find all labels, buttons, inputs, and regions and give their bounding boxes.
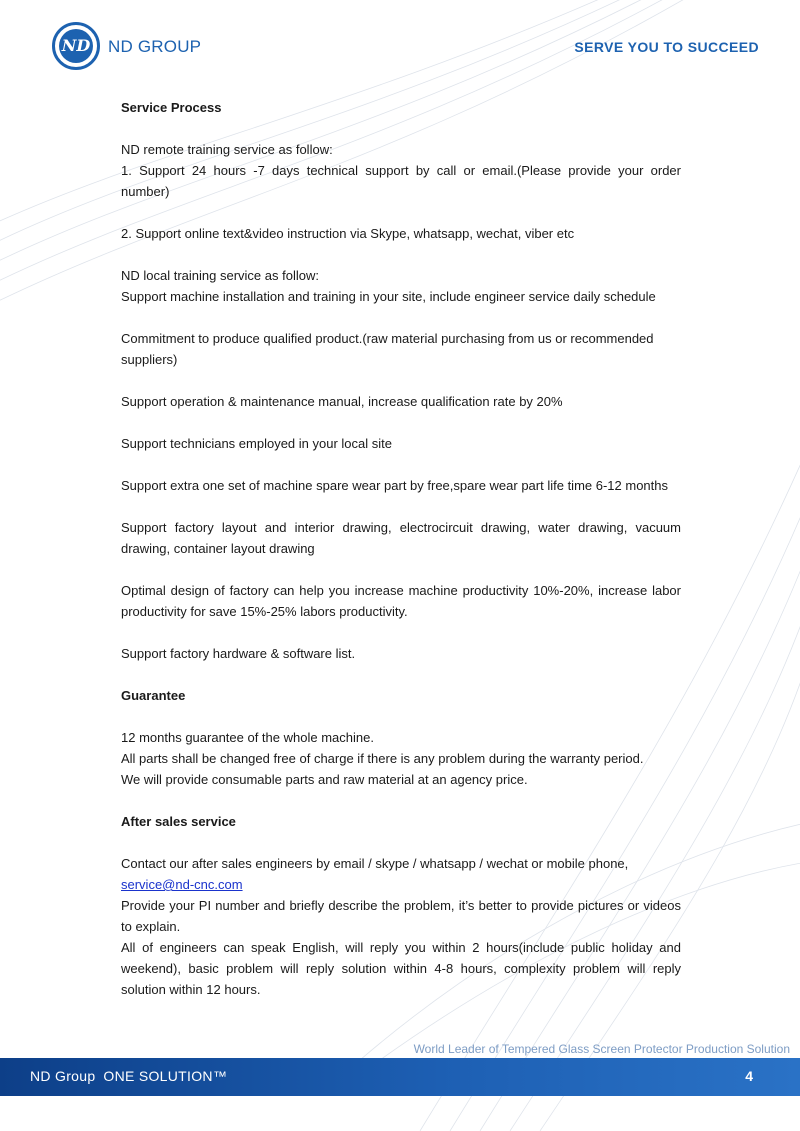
- footer-company: ND Group: [30, 1068, 96, 1084]
- service-process-heading: Service Process: [121, 100, 222, 115]
- after-sales-pi-instruction: Provide your PI number and briefly describe the problem, it’s better to provide pictures or videos to explain.: [121, 898, 681, 934]
- remote-support-item-2: 2. Support online text&video instruction via Skype, whatsapp, wechat, viber etc: [121, 226, 575, 241]
- local-support-item-6: Support factory layout and interior drawing, electrocircuit drawing, water drawing, vacuum drawing, container layout drawing: [121, 520, 681, 556]
- page-header: [0, 0, 800, 80]
- remote-training-intro: ND remote training service as follow:: [121, 142, 333, 157]
- local-support-item-1: Support machine installation and training in your site, include engineer service daily schedule: [121, 289, 656, 304]
- local-support-item-7: Optimal design of factory can help you increase machine productivity 10%-20%, increase labor productivity for save 15%-25% labors productivity.: [121, 583, 681, 619]
- guarantee-line-2: All parts shall be changed free of charge if there is any problem during the warranty period.: [121, 751, 644, 766]
- remote-support-item-1: 1. Support 24 hours -7 days technical support by call or email.(Please provide your order number): [121, 163, 681, 199]
- page-number: 4: [745, 1068, 753, 1084]
- local-support-item-5: Support extra one set of machine spare wear part by free,spare wear part life time 6-12 months: [121, 478, 668, 493]
- document-body: [121, 97, 681, 1000]
- local-support-item-2: Commitment to produce qualified product.(raw material purchasing from us or recommended suppliers): [121, 331, 654, 367]
- guarantee-heading: Guarantee: [121, 688, 186, 703]
- email-line: [121, 874, 681, 895]
- logo-monogram: ND: [61, 36, 91, 55]
- local-training-intro: ND local training service as follow:: [121, 268, 319, 283]
- local-support-item-4: Support technicians employed in your local site: [121, 436, 392, 451]
- footer-branding: [30, 1068, 227, 1084]
- local-support-item-3: Support operation & maintenance manual, increase qualification rate by 20%: [121, 394, 563, 409]
- page-footer: [0, 1058, 800, 1096]
- local-support-item-8: Support factory hardware & software list.: [121, 646, 356, 661]
- after-sales-reply-times: All of engineers can speak English, will reply you within 2 hours(include public holiday and weekend), basic problem will reply solution within 4-8 hours, complexity problem will reply solution within 12 hours.: [121, 940, 681, 997]
- after-sales-contact: Contact our after sales engineers by email / skype / whatsapp / wechat or mobile phone,: [121, 856, 629, 871]
- brand-name: ND GROUP: [108, 37, 202, 56]
- guarantee-line-1: 12 months guarantee of the whole machine.: [121, 730, 374, 745]
- header-slogan: SERVE YOU TO SUCCEED: [574, 39, 759, 55]
- service-email-link[interactable]: service@nd-cnc.com: [121, 877, 243, 892]
- after-sales-heading: After sales service: [121, 814, 236, 829]
- nd-group-logo-icon: [52, 22, 100, 70]
- footer-solution: ONE SOLUTION™: [103, 1068, 228, 1084]
- logo-inner-circle: [59, 29, 93, 63]
- footer-tagline: World Leader of Tempered Glass Screen Protector Production Solution: [413, 1042, 790, 1056]
- guarantee-line-3: We will provide consumable parts and raw material at an agency price.: [121, 772, 528, 787]
